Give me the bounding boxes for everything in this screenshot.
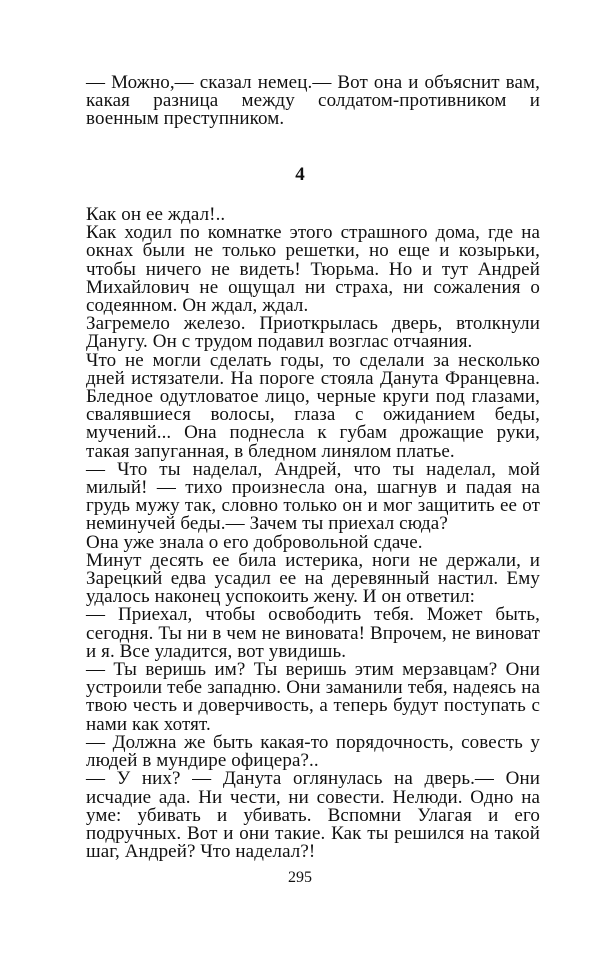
paragraph-10: — Должна же быть какая-то порядочность, совесть у людей в мундире офицера?.. — [86, 731, 540, 772]
paragraph-6: Она уже знала о его добровольной сдаче. — [86, 531, 423, 553]
paragraph-1: Как он ее ждал!.. — [86, 204, 226, 225]
paragraph-11: — У них? — Данута оглянулась на дверь.— Они исчадие ада. Ни чести, ни совести. Нелюди. Одно на уме: убивать и убивать. Вспомни Улагая и его подручных. Вот и они такие. Как ты решился на такой шаг, Андрей? Что наделал?! — [86, 768, 540, 863]
paragraph-7: Минут десять ее била истерика, ноги не держали, и Зарецкий едва усадил ее на деревянный настил. Ему удалось наконец успокоить жену. И он ответил: — [86, 549, 540, 608]
paragraph-opening: — Можно,— сказал немец.— Вот она и объяснит вам, какая разница между солдатом-противником и военным преступником. — [86, 72, 540, 130]
chapter-number: 4 — [295, 164, 305, 185]
paragraph-3: Загремело железо. Приоткрылась дверь, втолкнули Данугу. Он с трудом подавил возглас отчаяния. — [86, 313, 540, 353]
paragraph-8: — Приехал, чтобы освободить тебя. Может быть, сегодня. Ты ни в чем не виновата! Впрочем, не виноват и я. Все уладится, вот увидишь. — [86, 604, 540, 662]
chapter-body — [86, 206, 540, 861]
paragraph-4: Что не могли сделать годы, то сделали за несколько дней истязатели. На пороге стояла Данута Францевна. Бледное одутловатое лицо, черные круги под глазами, свалявшиеся волосы, глаза с ожиданием беды, мучений... Она поднесла к губам дрожащие руки, такая запуганная, в бледном линялом платье. — [86, 349, 540, 462]
paragraph-9: — Ты веришь им? Ты веришь этим мерзавцам? Они устроили тебе западню. Они заманили тебя, надеясь на твою честь и доверчивость, а теперь будут поступать с нами как хотят. — [86, 659, 540, 735]
page-number: 295 — [288, 869, 312, 886]
paragraph-5: — Что ты наделал, Андрей, что ты наделал, мой милый! — тихо произнесла она, шагнув и падая на грудь мужу так, словно только он и мог защитить ее от неминучей беды.— Зачем ты приехал сюда? — [86, 458, 540, 535]
paragraph-2: Как ходил по комнатке этого страшного дома, где на окнах были не только решетки, но еще и козырьки, чтобы ничего не видеть! Тюрьма. Но и тут Андрей Михайлович не ощущал ни страха, ни сожаления о содеянном. Он ждал, ждал. — [86, 222, 540, 317]
opening-paragraph — [86, 74, 540, 129]
